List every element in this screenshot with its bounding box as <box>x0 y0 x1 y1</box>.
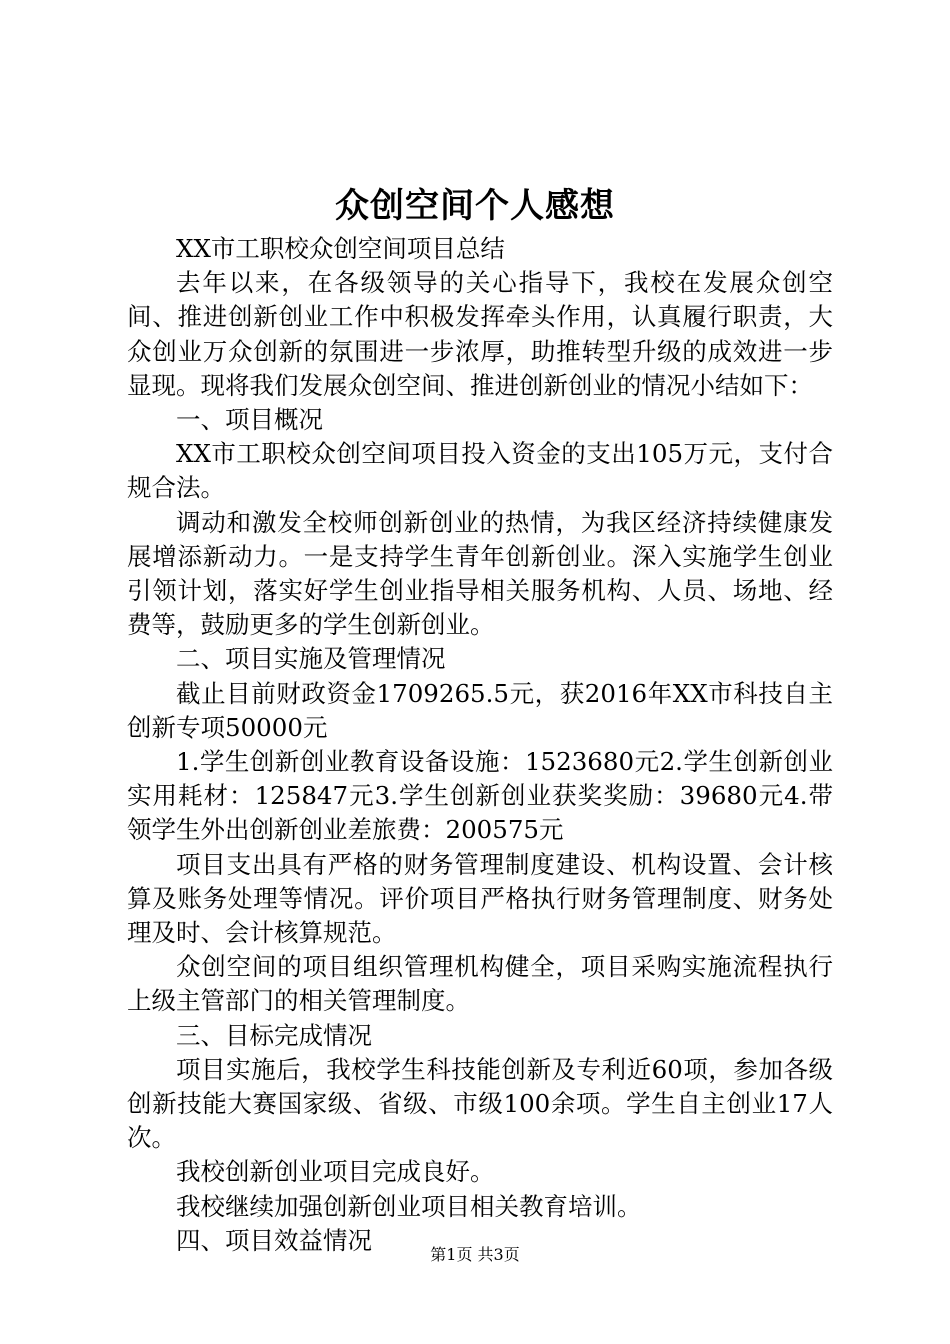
section-heading-4: 四、项目效益情况 <box>176 1225 372 1255</box>
page-footer: 第1页 共3页 <box>430 1245 520 1264</box>
paragraph: 众创空间的项目组织管理机构健全，项目采购实施流程执行上级主管部门的相关管理制度。 <box>127 952 833 1016</box>
paragraph: 项目实施后，我校学生科技能创新及专利近60项，参加各级创新技能大赛国家级、省级、市级100余项。学生自主创业17人次。 <box>127 1054 833 1153</box>
paragraph: 调动和激发全校师创新创业的热情，为我区经济持续健康发展增添新动力。一是支持学生青年创新创业。深入实施学生创业引领计划，落实好学生创业指导相关服务机构、人员、场地、经费等，鼓励更多的学生创新创业。 <box>127 507 833 640</box>
paragraph: 项目支出具有严格的财务管理制度建设、机构设置、会计核算及账务处理等情况。评价项目严格执行财务管理制度、财务处理及时、会计核算规范。 <box>127 849 833 948</box>
document-body <box>127 232 833 1258</box>
paragraph: 我校创新创业项目完成良好。 <box>176 1157 495 1187</box>
paragraph-intro: 去年以来，在各级领导的关心指导下，我校在发展众创空间、推进创新创业工作中积极发挥牵头作用，认真履行职责，大众创业万众创新的氛围进一步浓厚，助推转型升级的成效进一步显现。现将我们发展众创空间、推进创新创业的情况小结如下： <box>127 268 833 400</box>
paragraph: 截止目前财政资金1709265.5元，获2016年XX市科技自主创新专项50000元 <box>127 678 833 742</box>
section-heading-2: 二、项目实施及管理情况 <box>176 644 446 674</box>
section-heading-1: 一、项目概况 <box>176 405 323 435</box>
paragraph: 我校继续加强创新创业项目相关教育培训。 <box>176 1191 642 1221</box>
document-title: 众创空间个人感想 <box>335 186 615 226</box>
paragraph: XX市工职校众创空间项目投入资金的支出105万元，支付合规合法。 <box>127 439 833 503</box>
paragraph-subtitle: XX市工职校众创空间项目总结 <box>176 234 505 263</box>
section-heading-3: 三、目标完成情况 <box>176 1020 372 1050</box>
paragraph-expense-list: 1.学生创新创业教育设备设施：1523680元2.学生创新创业实用耗材：125847元3.学生创新创业获奖奖励：39680元4.带领学生外出创新创业差旅费：200575元 <box>127 747 833 845</box>
